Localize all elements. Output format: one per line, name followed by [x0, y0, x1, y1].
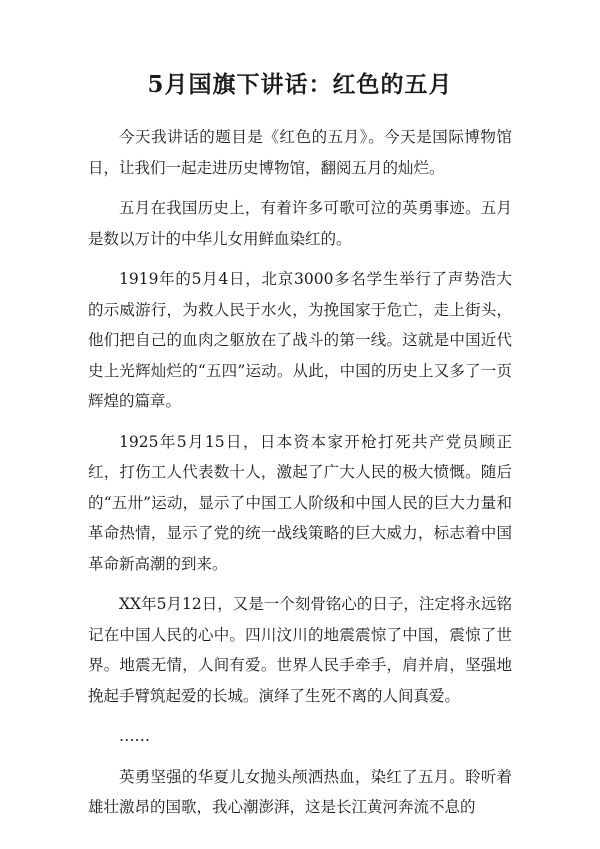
page-title: 5月国旗下讲话：红色的五月 — [147, 71, 453, 98]
paragraph-wenchuan: XX年5月12日，又是一个刻骨铭心的日子，注定将永远铭记在中国人民的心中。四川汶川的地震震惊了中国，震惊了世界。地震无情，人间有爱。世界人民手牵手，肩并肩，坚强地挽起手臂筑起爱的长城。演绎了生死不离的人间真爱。 — [88, 595, 512, 705]
paragraph-may-thirtieth: 1925年5月15日，日本资本家开枪打死共产党员顾正红，打伤工人代表数十人，激起了广大人民的极大愤慨。随后的“五卅”运动，显示了中国工人阶级和中国人民的巨大力量和革命热情，显示了党的统一战线策略的巨大威力，标志着中国革命新高潮的到来。 — [88, 432, 512, 573]
paragraph-may-fourth: 1919年的5月4日，北京3000多名学生举行了声势浩大的示威游行，为救人民于水火，为挽国家于危亡，走上街头，他们把自己的血肉之躯放在了战斗的第一线。这就是中国近代史上光辉灿烂的“五四”运动。从此，中国的历史上又多了一页辉煌的篇章。 — [88, 270, 512, 410]
paragraph-may-history: 五月在我国历史上，有着许多可歌可泣的英勇事迹。五月是数以万计的中华儿女用鲜血染红的。 — [88, 199, 512, 248]
paragraph-closing: 英勇坚强的华夏儿女抛头颅洒热血，染红了五月。聆听着雄壮激昂的国歌，我心潮澎湃，这是长江黄河奔流不息的 — [88, 767, 512, 816]
ellipsis: …… — [119, 727, 150, 745]
paragraph-intro: 今天我讲话的题目是《红色的五月》。今天是国际博物馆日，让我们一起走进历史博物馆，翻阅五月的灿烂。 — [88, 128, 512, 177]
